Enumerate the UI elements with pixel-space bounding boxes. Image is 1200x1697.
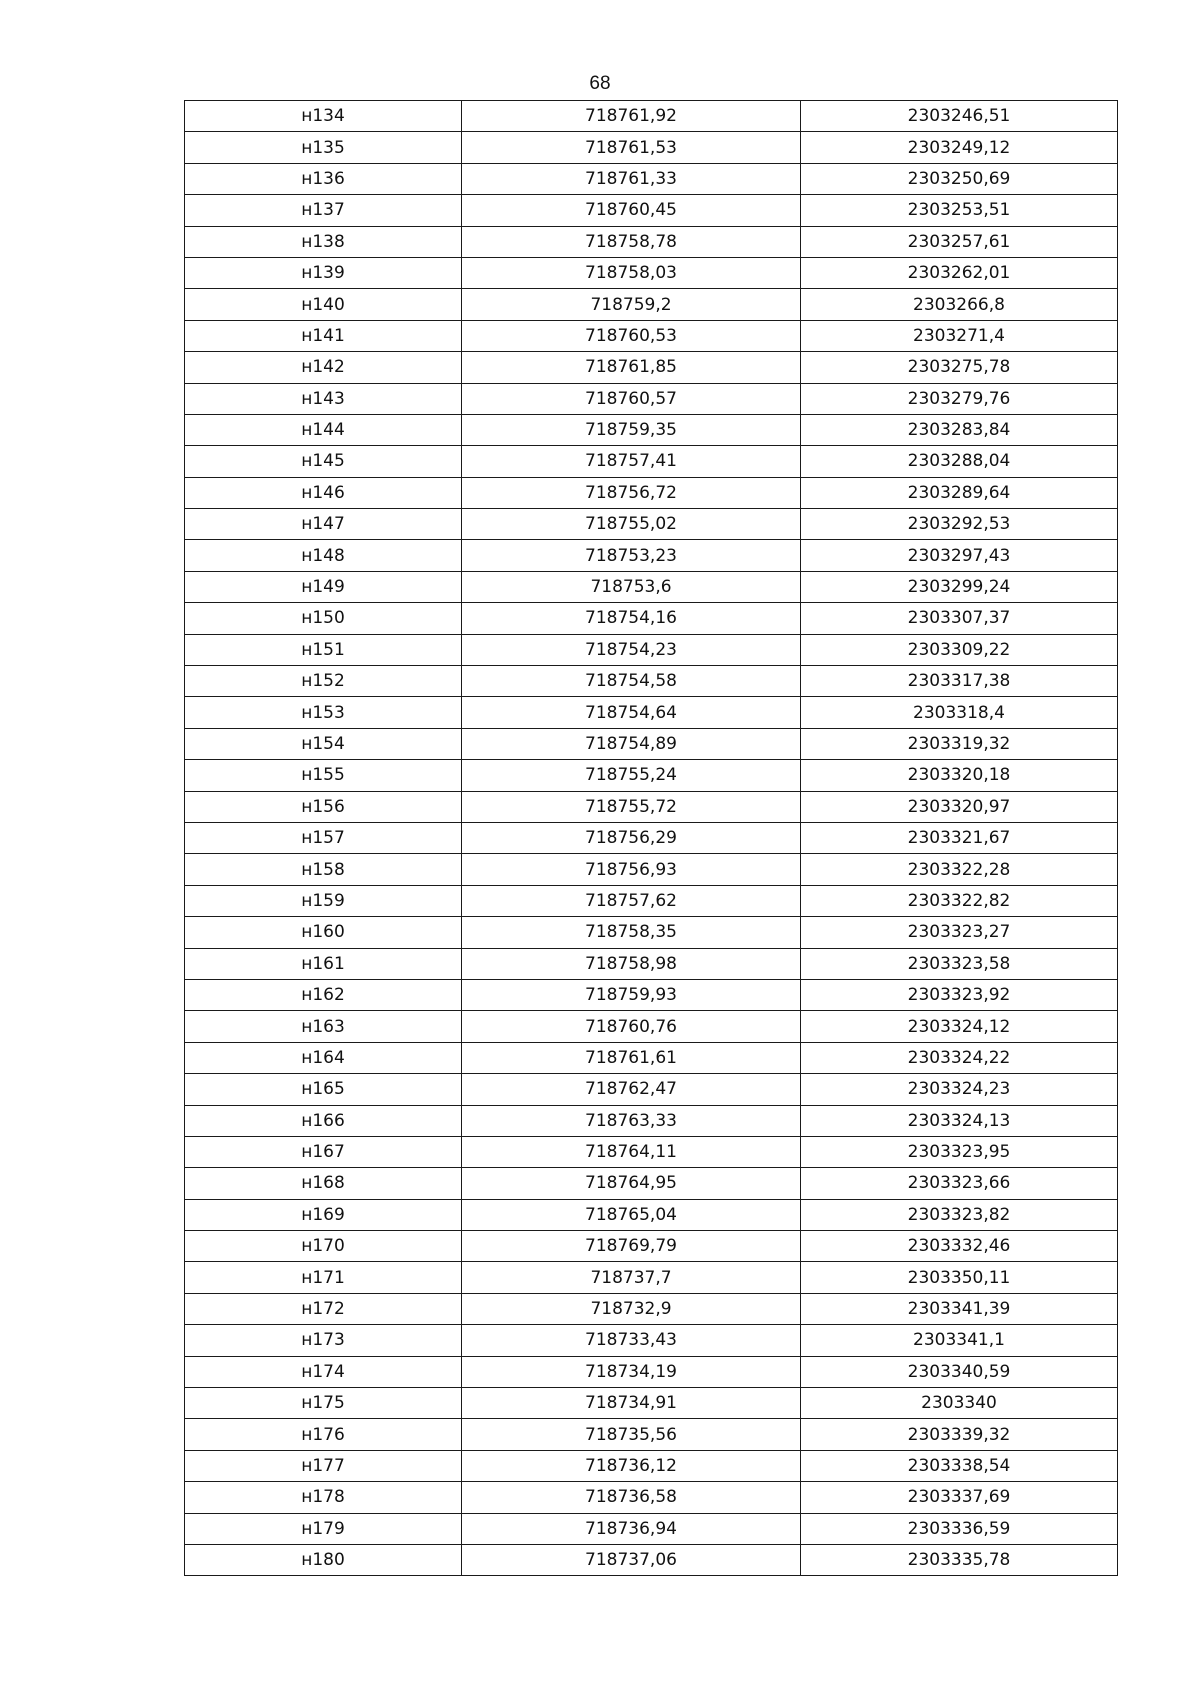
y-coordinate-cell: 2303317,38: [801, 666, 1118, 697]
x-coordinate-cell: 718736,12: [462, 1450, 801, 1481]
point-label-cell: н157: [185, 822, 462, 853]
y-coordinate-cell: 2303320,18: [801, 760, 1118, 791]
table-row: [185, 1105, 1118, 1136]
y-coordinate-cell: 2303249,12: [801, 132, 1118, 163]
y-coordinate-cell: 2303271,4: [801, 320, 1118, 351]
x-coordinate-cell: 718754,64: [462, 697, 801, 728]
table-row: [185, 1074, 1118, 1105]
point-label-cell: н147: [185, 509, 462, 540]
x-coordinate-cell: 718755,02: [462, 509, 801, 540]
coordinates-table-body: [185, 101, 1118, 1576]
x-coordinate-cell: 718760,45: [462, 195, 801, 226]
point-label-cell: н158: [185, 854, 462, 885]
x-coordinate-cell: 718737,7: [462, 1262, 801, 1293]
point-label-cell: н166: [185, 1105, 462, 1136]
point-label-cell: н136: [185, 163, 462, 194]
table-row: [185, 1513, 1118, 1544]
x-coordinate-cell: 718758,35: [462, 917, 801, 948]
table-row: [185, 1482, 1118, 1513]
point-label-cell: н174: [185, 1356, 462, 1387]
point-label-cell: н172: [185, 1293, 462, 1324]
table-row: [185, 948, 1118, 979]
point-label-cell: н168: [185, 1168, 462, 1199]
x-coordinate-cell: 718764,95: [462, 1168, 801, 1199]
y-coordinate-cell: 2303320,97: [801, 791, 1118, 822]
y-coordinate-cell: 2303323,27: [801, 917, 1118, 948]
point-label-cell: н146: [185, 477, 462, 508]
point-label-cell: н161: [185, 948, 462, 979]
x-coordinate-cell: 718761,61: [462, 1042, 801, 1073]
y-coordinate-cell: 2303324,23: [801, 1074, 1118, 1105]
table-row: [185, 257, 1118, 288]
y-coordinate-cell: 2303257,61: [801, 226, 1118, 257]
point-label-cell: н155: [185, 760, 462, 791]
y-coordinate-cell: 2303283,84: [801, 414, 1118, 445]
y-coordinate-cell: 2303350,11: [801, 1262, 1118, 1293]
table-row: [185, 1293, 1118, 1324]
point-label-cell: н162: [185, 979, 462, 1010]
table-row: [185, 666, 1118, 697]
x-coordinate-cell: 718754,89: [462, 728, 801, 759]
table-row: [185, 791, 1118, 822]
point-label-cell: н141: [185, 320, 462, 351]
point-label-cell: н156: [185, 791, 462, 822]
y-coordinate-cell: 2303339,32: [801, 1419, 1118, 1450]
table-row: [185, 477, 1118, 508]
y-coordinate-cell: 2303275,78: [801, 352, 1118, 383]
y-coordinate-cell: 2303338,54: [801, 1450, 1118, 1481]
x-coordinate-cell: 718760,76: [462, 1011, 801, 1042]
y-coordinate-cell: 2303323,95: [801, 1136, 1118, 1167]
y-coordinate-cell: 2303323,58: [801, 948, 1118, 979]
point-label-cell: н149: [185, 571, 462, 602]
table-row: [185, 1231, 1118, 1262]
table-row: [185, 509, 1118, 540]
table-row: [185, 132, 1118, 163]
point-label-cell: н159: [185, 885, 462, 916]
x-coordinate-cell: 718761,53: [462, 132, 801, 163]
y-coordinate-cell: 2303299,24: [801, 571, 1118, 602]
y-coordinate-cell: 2303323,82: [801, 1199, 1118, 1230]
x-coordinate-cell: 718756,29: [462, 822, 801, 853]
x-coordinate-cell: 718753,6: [462, 571, 801, 602]
y-coordinate-cell: 2303322,82: [801, 885, 1118, 916]
point-label-cell: н154: [185, 728, 462, 759]
point-label-cell: н144: [185, 414, 462, 445]
x-coordinate-cell: 718755,24: [462, 760, 801, 791]
x-coordinate-cell: 718759,93: [462, 979, 801, 1010]
table-row: [185, 1356, 1118, 1387]
table-row: [185, 603, 1118, 634]
x-coordinate-cell: 718761,33: [462, 163, 801, 194]
point-label-cell: н138: [185, 226, 462, 257]
y-coordinate-cell: 2303279,76: [801, 383, 1118, 414]
table-row: [185, 1011, 1118, 1042]
table-row: [185, 760, 1118, 791]
x-coordinate-cell: 718763,33: [462, 1105, 801, 1136]
point-label-cell: н163: [185, 1011, 462, 1042]
y-coordinate-cell: 2303319,32: [801, 728, 1118, 759]
table-row: [185, 979, 1118, 1010]
x-coordinate-cell: 718758,03: [462, 257, 801, 288]
table-row: [185, 885, 1118, 916]
x-coordinate-cell: 718733,43: [462, 1325, 801, 1356]
table-row: [185, 1199, 1118, 1230]
x-coordinate-cell: 718761,92: [462, 101, 801, 132]
table-row: [185, 383, 1118, 414]
point-label-cell: н173: [185, 1325, 462, 1356]
y-coordinate-cell: 2303288,04: [801, 446, 1118, 477]
y-coordinate-cell: 2303321,67: [801, 822, 1118, 853]
table-row: [185, 1136, 1118, 1167]
x-coordinate-cell: 718758,78: [462, 226, 801, 257]
point-label-cell: н152: [185, 666, 462, 697]
point-label-cell: н171: [185, 1262, 462, 1293]
point-label-cell: н140: [185, 289, 462, 320]
y-coordinate-cell: 2303337,69: [801, 1482, 1118, 1513]
table-row: [185, 1388, 1118, 1419]
point-label-cell: н180: [185, 1544, 462, 1575]
y-coordinate-cell: 2303324,13: [801, 1105, 1118, 1136]
point-label-cell: н179: [185, 1513, 462, 1544]
x-coordinate-cell: 718736,58: [462, 1482, 801, 1513]
y-coordinate-cell: 2303250,69: [801, 163, 1118, 194]
x-coordinate-cell: 718756,93: [462, 854, 801, 885]
x-coordinate-cell: 718762,47: [462, 1074, 801, 1105]
x-coordinate-cell: 718759,2: [462, 289, 801, 320]
table-row: [185, 1042, 1118, 1073]
x-coordinate-cell: 718758,98: [462, 948, 801, 979]
y-coordinate-cell: 2303292,53: [801, 509, 1118, 540]
x-coordinate-cell: 718732,9: [462, 1293, 801, 1324]
y-coordinate-cell: 2303322,28: [801, 854, 1118, 885]
x-coordinate-cell: 718765,04: [462, 1199, 801, 1230]
x-coordinate-cell: 718754,16: [462, 603, 801, 634]
point-label-cell: н178: [185, 1482, 462, 1513]
table-row: [185, 1325, 1118, 1356]
y-coordinate-cell: 2303262,01: [801, 257, 1118, 288]
y-coordinate-cell: 2303324,12: [801, 1011, 1118, 1042]
table-row: [185, 414, 1118, 445]
y-coordinate-cell: 2303309,22: [801, 634, 1118, 665]
point-label-cell: н143: [185, 383, 462, 414]
table-row: [185, 1450, 1118, 1481]
table-row: [185, 634, 1118, 665]
x-coordinate-cell: 718761,85: [462, 352, 801, 383]
table-row: [185, 289, 1118, 320]
y-coordinate-cell: 2303266,8: [801, 289, 1118, 320]
point-label-cell: н142: [185, 352, 462, 383]
point-label-cell: н150: [185, 603, 462, 634]
y-coordinate-cell: 2303336,59: [801, 1513, 1118, 1544]
x-coordinate-cell: 718769,79: [462, 1231, 801, 1262]
table-row: [185, 697, 1118, 728]
page-number: 68: [589, 73, 611, 94]
y-coordinate-cell: 2303307,37: [801, 603, 1118, 634]
point-label-cell: н160: [185, 917, 462, 948]
table-row: [185, 226, 1118, 257]
point-label-cell: н135: [185, 132, 462, 163]
point-label-cell: н176: [185, 1419, 462, 1450]
table-row: [185, 101, 1118, 132]
x-coordinate-cell: 718734,19: [462, 1356, 801, 1387]
y-coordinate-cell: 2303341,1: [801, 1325, 1118, 1356]
y-coordinate-cell: 2303340: [801, 1388, 1118, 1419]
x-coordinate-cell: 718756,72: [462, 477, 801, 508]
y-coordinate-cell: 2303341,39: [801, 1293, 1118, 1324]
table-row: [185, 1419, 1118, 1450]
table-row: [185, 917, 1118, 948]
point-label-cell: н153: [185, 697, 462, 728]
table-row: [185, 195, 1118, 226]
table-row: [185, 352, 1118, 383]
coordinates-table: [184, 100, 1118, 1576]
table-row: [185, 571, 1118, 602]
x-coordinate-cell: 718760,53: [462, 320, 801, 351]
x-coordinate-cell: 718735,56: [462, 1419, 801, 1450]
point-label-cell: н151: [185, 634, 462, 665]
x-coordinate-cell: 718759,35: [462, 414, 801, 445]
y-coordinate-cell: 2303253,51: [801, 195, 1118, 226]
y-coordinate-cell: 2303318,4: [801, 697, 1118, 728]
y-coordinate-cell: 2303323,92: [801, 979, 1118, 1010]
table-row: [185, 822, 1118, 853]
point-label-cell: н177: [185, 1450, 462, 1481]
table-row: [185, 854, 1118, 885]
x-coordinate-cell: 718757,62: [462, 885, 801, 916]
x-coordinate-cell: 718753,23: [462, 540, 801, 571]
x-coordinate-cell: 718754,23: [462, 634, 801, 665]
table-row: [185, 163, 1118, 194]
x-coordinate-cell: 718757,41: [462, 446, 801, 477]
point-label-cell: н137: [185, 195, 462, 226]
table-row: [185, 540, 1118, 571]
point-label-cell: н145: [185, 446, 462, 477]
point-label-cell: н167: [185, 1136, 462, 1167]
point-label-cell: н170: [185, 1231, 462, 1262]
x-coordinate-cell: 718755,72: [462, 791, 801, 822]
y-coordinate-cell: 2303246,51: [801, 101, 1118, 132]
y-coordinate-cell: 2303340,59: [801, 1356, 1118, 1387]
point-label-cell: н134: [185, 101, 462, 132]
x-coordinate-cell: 718736,94: [462, 1513, 801, 1544]
x-coordinate-cell: 718760,57: [462, 383, 801, 414]
table-row: [185, 446, 1118, 477]
y-coordinate-cell: 2303289,64: [801, 477, 1118, 508]
table-row: [185, 1544, 1118, 1575]
y-coordinate-cell: 2303297,43: [801, 540, 1118, 571]
point-label-cell: н169: [185, 1199, 462, 1230]
table-row: [185, 1168, 1118, 1199]
table-row: [185, 728, 1118, 759]
point-label-cell: н175: [185, 1388, 462, 1419]
y-coordinate-cell: 2303324,22: [801, 1042, 1118, 1073]
x-coordinate-cell: 718734,91: [462, 1388, 801, 1419]
y-coordinate-cell: 2303323,66: [801, 1168, 1118, 1199]
x-coordinate-cell: 718737,06: [462, 1544, 801, 1575]
point-label-cell: н139: [185, 257, 462, 288]
x-coordinate-cell: 718764,11: [462, 1136, 801, 1167]
point-label-cell: н164: [185, 1042, 462, 1073]
point-label-cell: н148: [185, 540, 462, 571]
y-coordinate-cell: 2303332,46: [801, 1231, 1118, 1262]
table-row: [185, 1262, 1118, 1293]
x-coordinate-cell: 718754,58: [462, 666, 801, 697]
point-label-cell: н165: [185, 1074, 462, 1105]
y-coordinate-cell: 2303335,78: [801, 1544, 1118, 1575]
table-row: [185, 320, 1118, 351]
